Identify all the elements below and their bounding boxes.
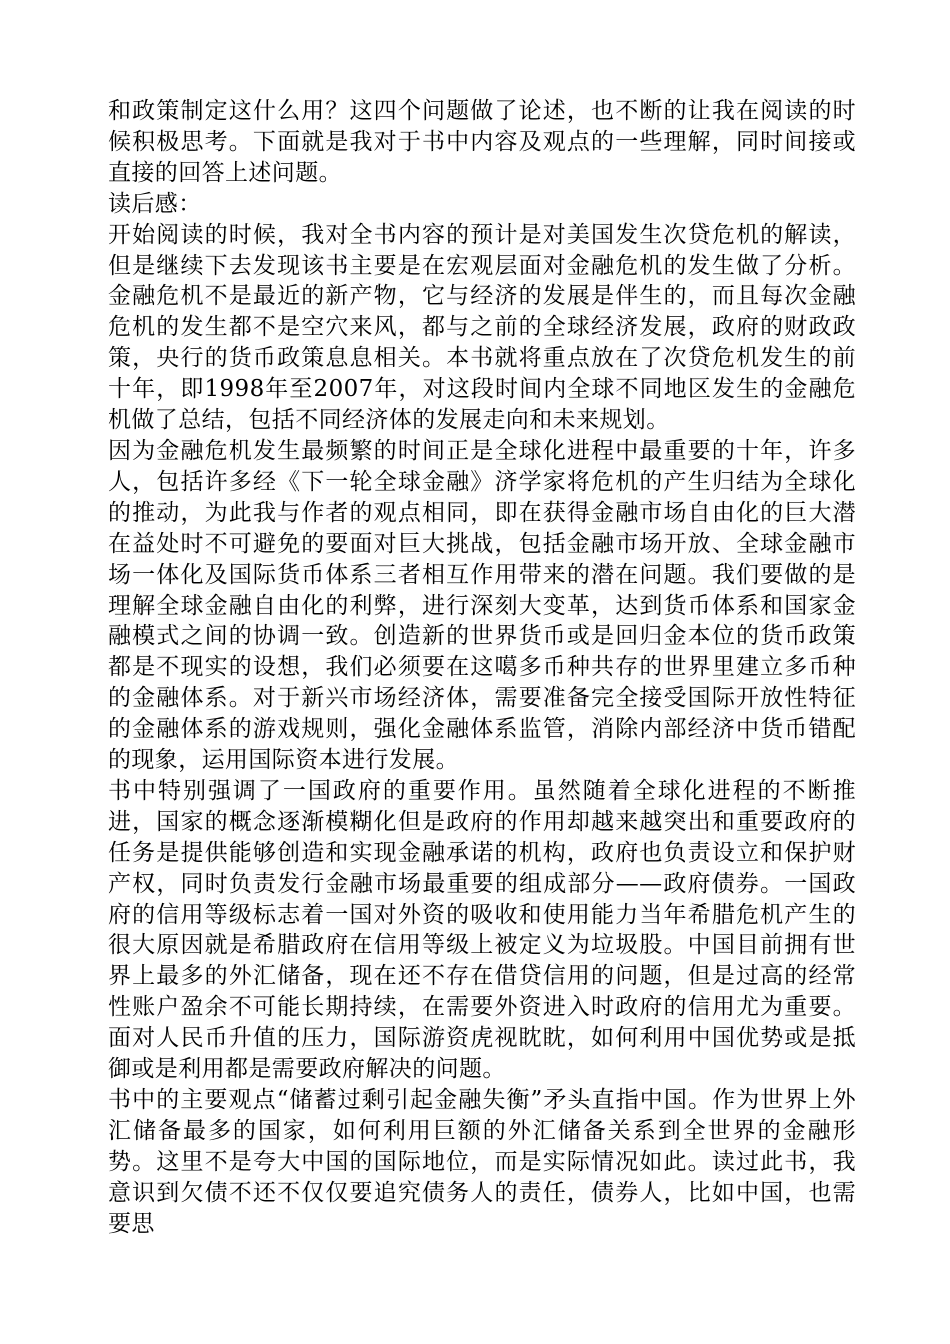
paragraph-globalization: 因为金融危机发生最频繁的时间正是全球化进程中最重要的十年，许多人，包括许多经《下一轮全球金融》济学家将危机的产生归结为全球化的推动，为此我与作者的观点相同，即在获得金融市场自由化的巨大潜在益处时不可避免的要面对巨大挑战，包括金融市场开放、全球金融市场一体化及国际货币体系三者相互作用带来的潜在问题。我们要做的是理解全球金融自由化的利弊，进行深刻大变革，达到货币体系和国家金融模式之间的协调一致。创造新的世界货币或是回归金本位的货币政策都是不现实的设想，我们必须要在这噶多币种共存的世界里建立多币种的金融体系。对于新兴市场经济体，需要准备完全接受国际开放性特征的金融体系的游戏规则，强化金融体系监管，消除内部经济中货币错配的现象，运用国际资本进行发展。 (108, 437, 856, 774)
paragraph-savings-glut: 书中的主要观点“储蓄过剩引起金融失衡”矛头直指中国。作为世界上外汇储备最多的国家，如何利用巨额的外汇储备关系到全世界的金融形势。这里不是夸大中国的国际地位，而是实际情况如此。读过此书，我意识到欠债不还不仅仅要追究债务人的责任，债券人，比如中国，也需要思 (108, 1087, 856, 1237)
paragraph-financial-crisis-overview: 开始阅读的时候，我对全书内容的预计是对美国发生次贷危机的解读，但是继续下去发现该书主要是在宏观层面对金融危机的发生做了分析。金融危机不是最近的新产物，它与经济的发展是伴生的，而且每次金融危机的发生都不是空穴来风，都与之前的全球经济发展，政府的财政政策，央行的货币政策息息相关。本书就将重点放在了次贷危机发生的前十年，即1998年至2007年，对这段时间内全球不同地区发生的金融危机做了总结，包括不同经济体的发展走向和未来规划。 (108, 221, 856, 434)
section-heading-reflection: 读后感： (108, 190, 202, 217)
document-body (108, 96, 856, 1240)
paragraph-intro-continuation: 和政策制定这什么用？这四个问题做了论述，也不断的让我在阅读的时候积极思考。下面就是我对于书中内容及观点的一些理解，同时间接或直接的回答上述问题。 (108, 98, 856, 186)
paragraph-government-role: 书中特别强调了一国政府的重要作用。虽然随着全球化进程的不断推进，国家的概念逐渐模糊化但是政府的作用却越来越突出和重要政府的任务是提供能够创造和实现金融承诺的机构，政府也负责设立和保护财产权，同时负责发行金融市场最重要的组成部分——政府债券。一国政府的信用等级标志着一国对外资的吸收和使用能力当年希腊危机产生的很大原因就是希腊政府在信用等级上被定义为垃圾股。中国目前拥有世界上最多的外汇储备，现在还不存在借贷信用的问题，但是过高的经常性账户盈余不可能长期持续，在需要外资进入时政府的信用尤为重要。面对人民币升值的压力，国际游资虎视眈眈，如何利用中国优势或是抵御或是利用都是需要政府解决的问题。 (108, 777, 856, 1083)
